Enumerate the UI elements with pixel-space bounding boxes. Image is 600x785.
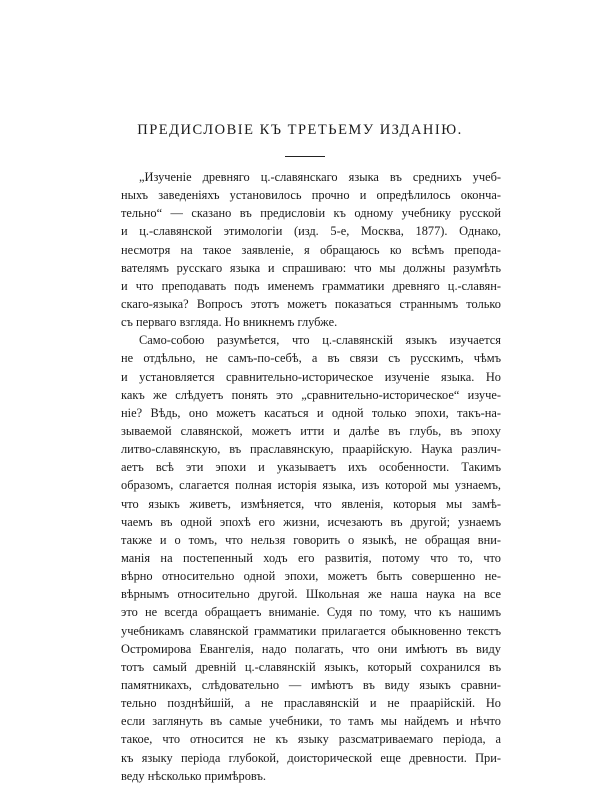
text-line: вѣрнымъ относительно другой. Школьная же наша наука на все [121,587,501,602]
text-line: Остромирова Евангелія, надо полагать, что они имѣютъ въ виду [121,641,501,656]
text-line: скаго-языка? Вопросъ этотъ можетъ показаться страннымъ только [121,296,501,311]
text-line: „Изученіе древняго ц.-славянскаго языка въ среднихъ учеб- [139,170,501,184]
text-line: тотъ самый древній ц.-славянскій языкъ, который сохранился въ [121,659,501,674]
text-line: что языкъ живетъ, измѣняется, что явленія, которыя мы замѣ- [121,496,501,511]
text-line: учебникамъ славянской грамматики прилагается обыкновенно текстъ [121,623,501,638]
title-divider [285,156,325,157]
text-line: это не всегда обращаетъ вниманіе. Судя по тому, что къ нашимъ [121,605,501,620]
text-line: къ языку періода глубокой, доисторической еще древности. При- [121,750,501,765]
page-title: ПРЕДИСЛОВІЕ КЪ ТРЕТЬЕМУ ИЗДАНІЮ. [137,122,463,138]
text-line: если заглянуть въ самые учебники, то тамъ мы найдемъ и нѣчто [121,714,501,729]
text-line: зываемой славянской, можетъ итти и далѣе въ глубь, въ эпоху [121,423,501,438]
text-line: литво-славянскую, въ праславянскую, праарійскую. Наука различ- [121,442,501,457]
text-line: съ перваго взгляда. Но вникнемъ глубже. [121,315,338,330]
text-line: такое, что относится не къ языку разсматриваемаго періода, а [121,732,501,747]
text-line: и что преподавать подъ именемъ грамматики древняго ц.-славян- [121,278,501,293]
text-line: не отдѣльно, не самъ-по-себѣ, а въ связи съ русскимъ, чѣмъ [121,351,501,366]
text-line: чаемъ въ одной эпохѣ его жизни, исчезаютъ въ другой; узнаемъ [121,514,501,529]
text-line: ніе? Вѣдь, оно можетъ касаться и одной только эпохи, такъ-на- [121,405,501,420]
text-line: тельно“ — сказано въ предисловіи къ одному учебнику русской [121,206,501,221]
text-line: манія на постепенный ходъ его развитія, потому что то, что [121,550,501,565]
text-line: памятникахъ, слѣдовательно — имѣютъ въ виду языкъ сравни- [121,677,501,692]
text-line: вателямъ русскаго языка и спрашиваю: что мы должны разумѣть [121,260,501,275]
text-line: тельно позднѣйшій, а не праславянскій и не праарійскій. Но [121,696,501,711]
text-line: образомъ, слагается полная исторія языка, изъ которой мы узнаемъ, [121,478,501,493]
text-line: несмотря на такое заявленіе, я обращаюсь ко всѣмъ препода- [121,242,501,257]
text-line: какъ же слѣдуетъ понять это „сравнительно-историческое“ изуче- [121,387,501,402]
text-line: веду нѣсколько примѣровъ. [121,768,266,783]
text-line: Само-собою разумѣется, что ц.-славянскій языкъ изучается [139,333,501,348]
text-line: также и о томъ, что нельзя говорить о языкѣ, не обращая вни- [121,532,501,547]
text-line: вѣрно относительно одной эпохи, можетъ быть совершенно не- [121,569,501,584]
text-line: и установляется сравнительно-историческое изученіе языка. Но [121,369,501,384]
text-line: и ц.-славянской этимологіи (изд. 5-е, Москва, 1877). Однако, [121,224,501,239]
body-text [121,168,501,785]
text-line: ныхъ заведеніяхъ установилось прочно и опредѣлилось оконча- [121,188,501,203]
text-line: аетъ всѣ эти эпохи и указываетъ ихъ особенности. Такимъ [121,460,501,475]
